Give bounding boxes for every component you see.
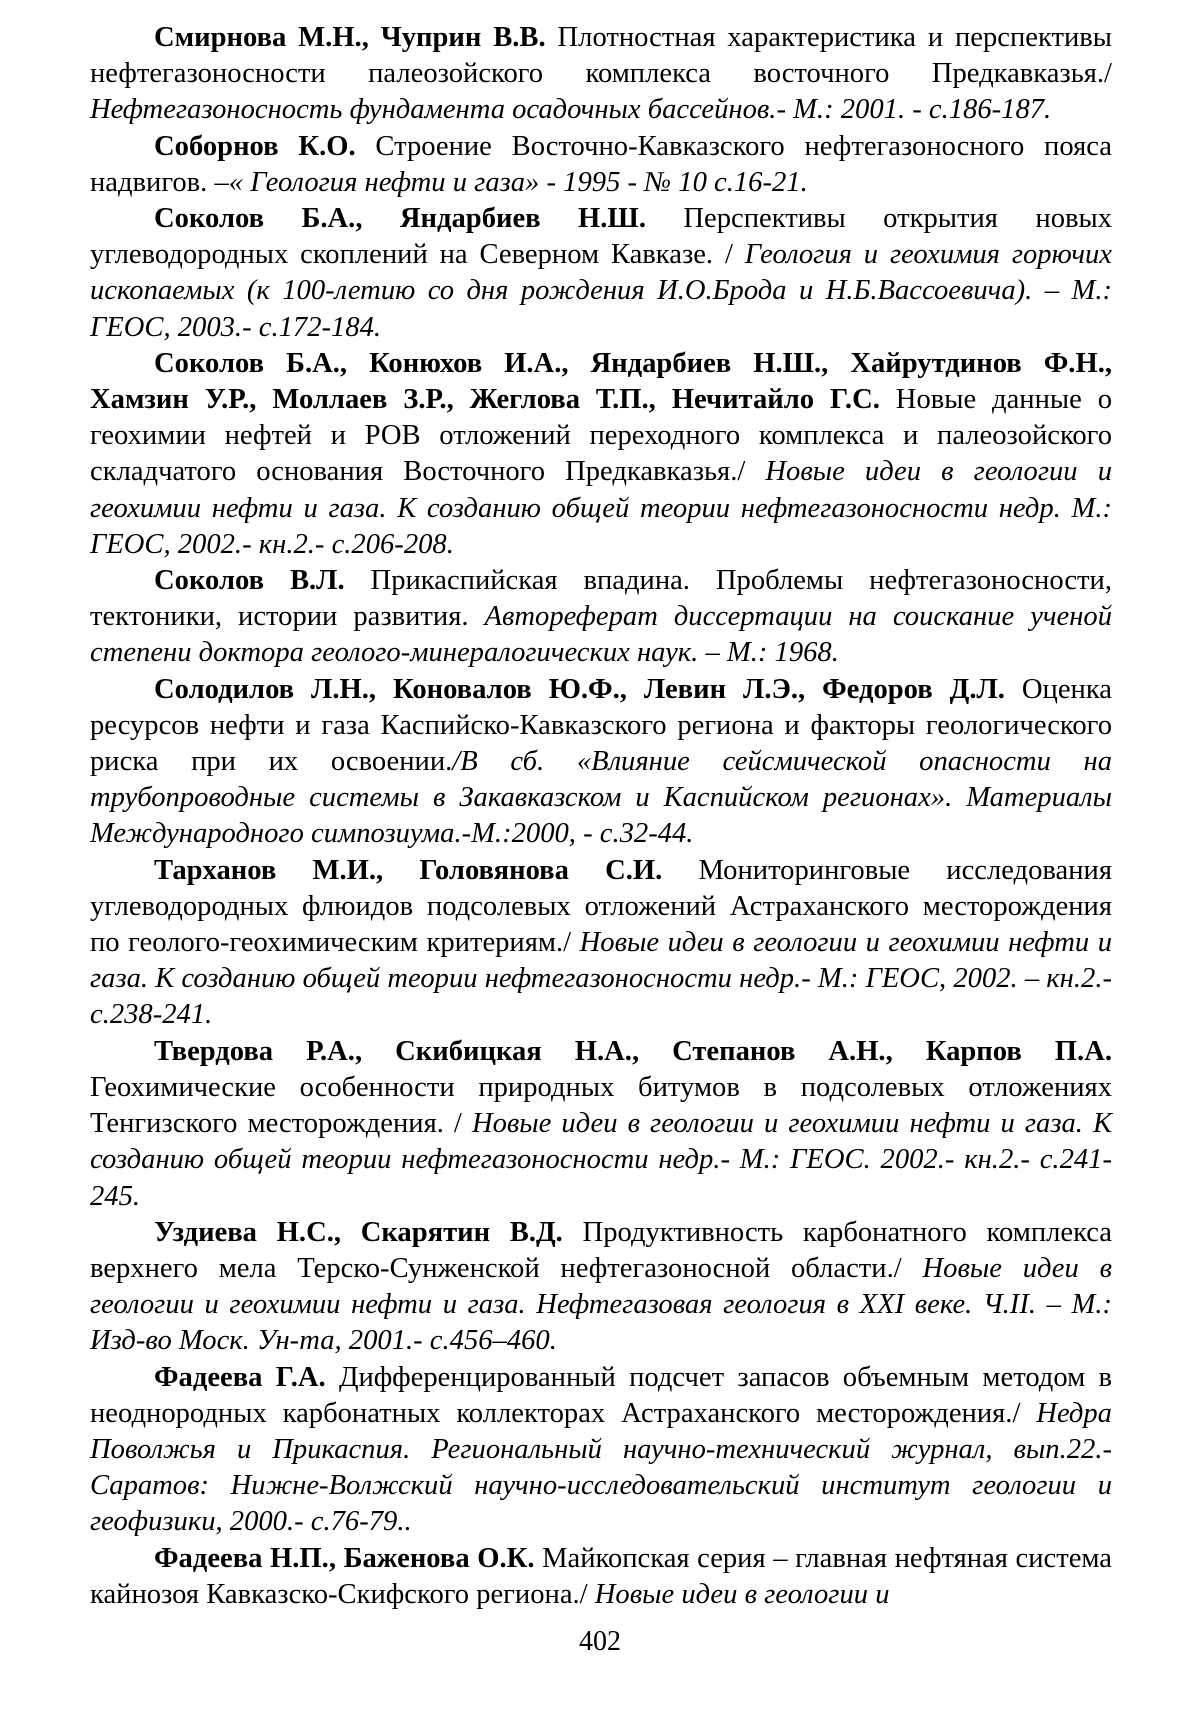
entry-authors: Соборнов К.О. (154, 130, 356, 162)
bibliography-entry (90, 1215, 1112, 1360)
entry-source: Новые идеи в геологии и геохимии нефти и газа. Нефтегазовая геология в XXI веке. Ч.II. – М.: Изд-во Моск. Ун-та, 2001.- с.456–460. (90, 1252, 1113, 1357)
entry-title: Оценка ресурсов нефти и газа Каспийско-Кавказского региона и факторы геологического риска при их освоении. (90, 673, 1112, 778)
entry-authors: Тарханов М.И., Головянова С.И. (154, 854, 663, 886)
entry-source: Автореферат диссертации на соискание ученой степени доктора геолого-минералогических наук. – М.: 1968. (90, 601, 1113, 669)
entry-authors: Соколов Б.А., Конюхов И.А., Яндарбиев Н.Ш., Хайрутдинов Ф.Н., Хамзин У.Р., Моллаев З.Р., Жеглова Т.П., Нечитайло Г.С. (90, 347, 1112, 416)
entry-title: Строение Восточно-Кавказского нефтегазоносного пояса надвигов. – (90, 130, 1112, 198)
entry-authors: Смирнова М.Н., Чуприн В.В. (154, 22, 546, 53)
bibliography-entry (90, 1541, 1112, 1613)
bibliography-entry (90, 1034, 1112, 1215)
bibliography-entry (90, 20, 1112, 129)
entry-authors: Соколов В.Л. (154, 565, 345, 597)
entry-source: Новые идеи в геологии и геохимии нефти и газа. К созданию общей теории нефтегазоносности недр. М.: ГЕОС, 2002.- кн.2.- с.206-208. (90, 456, 1112, 560)
entry-authors: Солодилов Л.Н., Коновалов Ю.Ф., Левин Л.Э., Федоров Д.Л. (154, 673, 1005, 705)
entry-title: Перспективы открытия новых углеводородных скоплений на Северном Кавказе. / (90, 203, 1112, 271)
entry-title: Плотностная характеристика и перспективы нефтегазоносности палеозойского комплекса восточного Предкавказья./ (90, 22, 1112, 90)
entry-title: Мониторинговые исследования углеводородных флюидов подсолевых отложений Астраханского месторождения по геолого-геохимическим критериям./ (90, 854, 1112, 959)
bibliography-entry (90, 1360, 1112, 1541)
bibliography-entry (90, 672, 1112, 853)
entry-source: Недра Поволжья и Прикаспия. Региональный научно-технический журнал, вып.22.- Саратов: Нижне-Волжский научно-исследовательский институт геологии и геофизики, 2000.- с.76-79.. (90, 1397, 1112, 1538)
entry-authors: Твердова Р.А., Скибицкая Н.А., Степанов А.Н., Карпов П.А. (154, 1035, 1112, 1067)
entry-source: Новые идеи в геологии и (587, 1578, 890, 1610)
entry-title: Геохимические особенности природных битумов в подсолевых отложениях Тенгизского месторождения. / (90, 1071, 1112, 1140)
entry-authors: Фадеева Н.П., Баженова О.К. (154, 1542, 535, 1574)
bibliography-entry (90, 346, 1112, 563)
entry-source: Новые идеи в геологии и геохимии нефти и газа. К созданию общей теории нефтегазоносности недр.- М.: ГЕОС, 2002. – кн.2.- с.238-241. (90, 927, 1112, 1031)
entry-title: Дифференцированный подсчет запасов объемным методом в неоднородных карбонатных коллекторах Астраханского месторождения./ (90, 1361, 1112, 1429)
bibliography-entry (90, 853, 1112, 1034)
bibliography-entry (90, 563, 1112, 672)
entry-source: Геология и геохимия горючих ископаемых (к 100-летию со дня рождения И.О.Брода и Н.Б.Вассоевича). – М.: ГЕОС, 2003.- с.172-184. (90, 239, 1112, 343)
entry-source: Нефтегазоносность фундамента осадочных бассейнов.- М.: 2001. - с.186-187. (90, 94, 1052, 126)
entry-title: Майкопская серия – главная нефтяная система кайнозоя Кавказско-Скифского региона./ (90, 1542, 1112, 1610)
entry-title: Прикаспийская впадина. Проблемы нефтегазоносности, тектоники, истории развития. (90, 565, 1112, 633)
entry-title: Продуктивность карбонатного комплекса верхнего мела Терско-Сунженской нефтегазоносной области./ (90, 1216, 1112, 1284)
entry-authors: Соколов Б.А., Яндарбиев Н.Ш. (154, 203, 646, 235)
entry-source: Новые идеи в геологии и геохимии нефти и газа. К созданию общей теории нефтегазоносности недр.- М.: ГЕОС. 2002.- кн.2.- с.241-245. (90, 1108, 1112, 1212)
entry-title: Новые данные о геохимии нефтей и РОВ отложений переходного комплекса и палеозойского складчатого основания Восточного Предкавказья./ (90, 384, 1113, 488)
bibliography-entry (90, 201, 1112, 346)
page-number: 402 (579, 1626, 621, 1657)
entry-source: « Геология нефти и газа» - 1995 - № 10 с.16-21. (228, 166, 808, 198)
bibliography-entry (90, 129, 1112, 201)
entry-source: /В сб. «Влияние сейсмической опасности на трубопроводные системы в Закавказском и Каспийском регионах». Материалы Международного симпозиума.-М.:2000, - с.32-44. (90, 746, 1112, 850)
entry-authors: Уздиева Н.С., Скарятин В.Д. (154, 1216, 563, 1248)
bibliography-page (90, 20, 1112, 1660)
entry-authors: Фадеева Г.А. (154, 1361, 326, 1393)
